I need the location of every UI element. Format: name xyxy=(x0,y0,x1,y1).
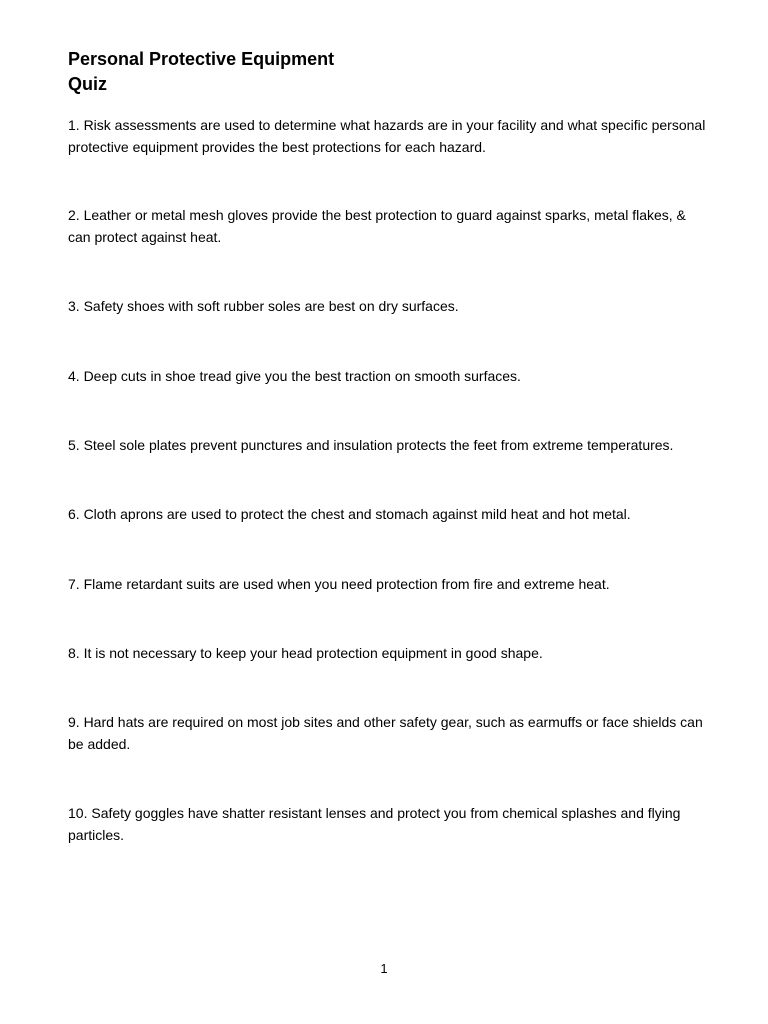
page-title xyxy=(68,47,488,97)
quiz-question-9: 9. Hard hats are required on most job sites and other safety gear, such as earmuffs or face shields can be added. xyxy=(68,714,703,752)
quiz-question-6: 6. Cloth aprons are used to protect the chest and stomach against mild heat and hot metal. xyxy=(68,506,631,522)
quiz-question-7: 7. Flame retardant suits are used when you need protection from fire and extreme heat. xyxy=(68,576,610,592)
quiz-question-10: 10. Safety goggles have shatter resistant lenses and protect you from chemical splashes and flying particles. xyxy=(68,805,681,843)
quiz-question-8: 8. It is not necessary to keep your head protection equipment in good shape. xyxy=(68,645,543,661)
quiz-question-5: 5. Steel sole plates prevent punctures and insulation protects the feet from extreme temperatures. xyxy=(68,437,674,453)
title-line-2: Quiz xyxy=(68,74,107,94)
page-number: 1 xyxy=(380,961,388,976)
title-line-1: Personal Protective Equipment xyxy=(68,49,335,69)
quiz-question-2: 2. Leather or metal mesh gloves provide the best protection to guard against sparks, metal flakes, & can protect against heat. xyxy=(68,207,686,245)
quiz-question-1: 1. Risk assessments are used to determine what hazards are in your facility and what specific personal protective equipment provides the best protections for each hazard. xyxy=(68,117,706,155)
quiz-question-4: 4. Deep cuts in shoe tread give you the best traction on smooth surfaces. xyxy=(68,368,521,384)
quiz-question-3: 3. Safety shoes with soft rubber soles are best on dry surfaces. xyxy=(68,298,459,314)
